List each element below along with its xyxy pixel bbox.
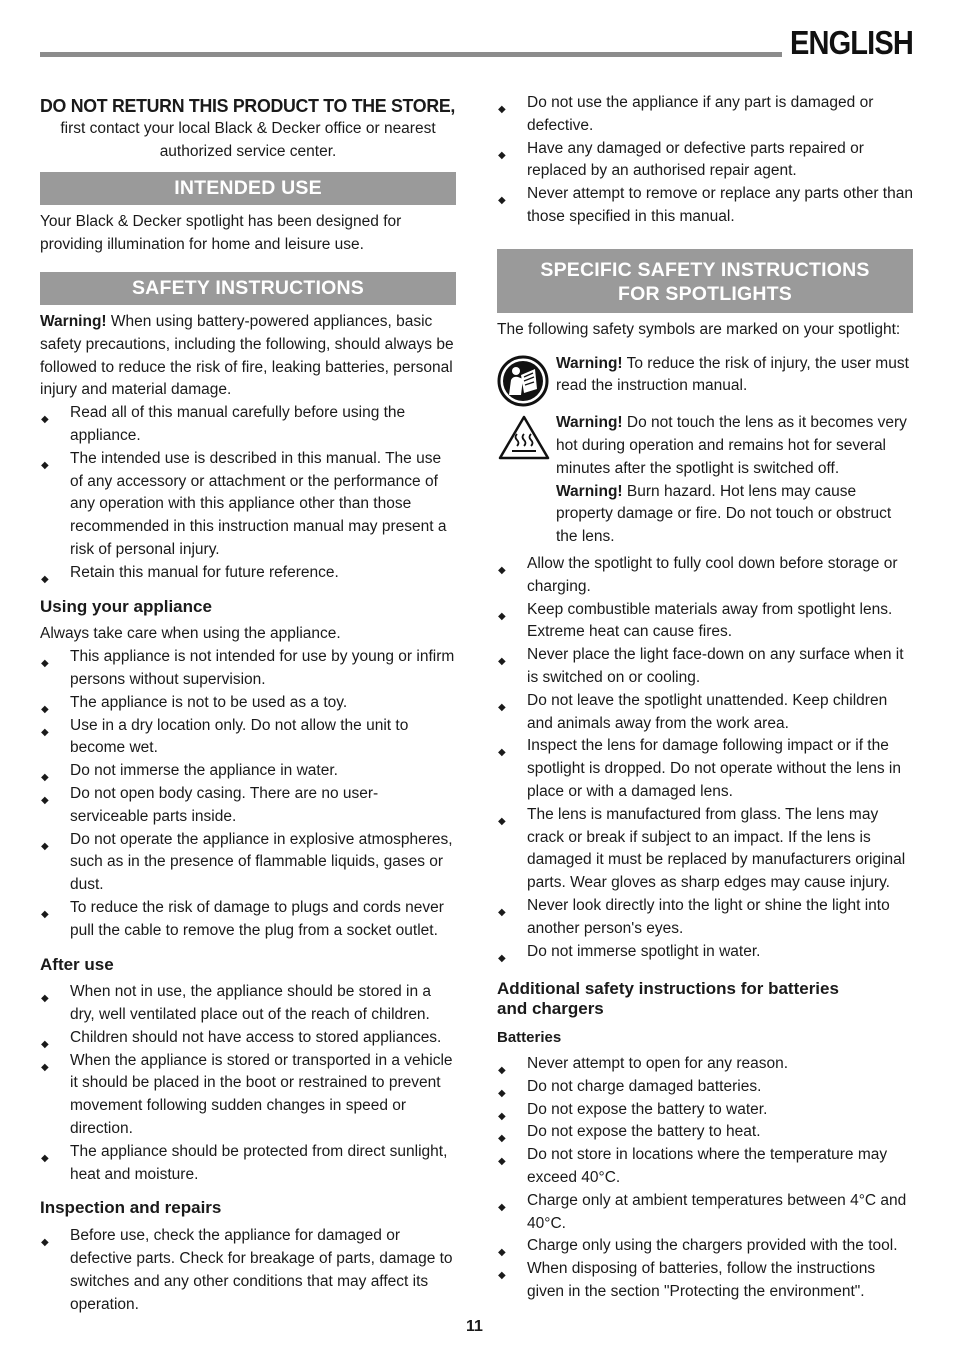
- list-item-text: Do not use the appliance if any part is damaged or defective.: [527, 94, 874, 134]
- diamond-bullet-icon: ◆: [498, 1110, 506, 1122]
- list-item-text: Do not operate the appliance in explosive atmospheres, such as in the presence of flammable liquids, gases or dust.: [70, 830, 453, 894]
- left-column: [40, 92, 456, 1316]
- symbol2-text: [556, 412, 913, 480]
- after-heading: After use: [40, 954, 114, 974]
- symbol1-text: [556, 353, 913, 399]
- diamond-bullet-icon: ◆: [41, 908, 49, 920]
- using-heading: Using your appliance: [40, 596, 212, 616]
- list-item: [497, 644, 913, 690]
- list-item-text: Do not leave the spotlight unattended. Keep children and animals away from the work area.: [527, 691, 888, 732]
- symbol1-body: To reduce the risk of injury, the user must read the instruction manual.: [556, 354, 909, 395]
- diamond-bullet-icon: ◆: [498, 104, 506, 115]
- list-item-text: Children should not have access to stored appliances.: [70, 1028, 442, 1046]
- symbol2-body: Do not touch the lens as it becomes very hot during operation and remains hot for several minutes after the spotlight is switched off.: [556, 414, 907, 477]
- diamond-bullet-icon: ◆: [498, 610, 506, 622]
- list-item: [497, 183, 913, 229]
- specific-heading: [497, 249, 913, 313]
- return-title: DO NOT RETURN THIS PRODUCT TO THE STORE,: [40, 95, 456, 116]
- list-item-text: Do not open body casing. There are no user-serviceable parts inside.: [70, 784, 379, 825]
- list-item: [497, 1258, 913, 1304]
- list-item: [497, 941, 913, 964]
- list-item: [497, 1144, 913, 1190]
- diamond-bullet-icon: ◆: [41, 459, 49, 471]
- diamond-bullet-icon: ◆: [41, 840, 49, 852]
- symbols-intro: The following safety symbols are marked on your spotlight:: [497, 320, 901, 338]
- hot-surface-icon: [497, 414, 551, 470]
- list-item-text: Use in a dry location only. Do not allow the unit to become wet.: [70, 716, 409, 757]
- intended-use-heading: INTENDED USE: [40, 172, 456, 205]
- diamond-bullet-icon: ◆: [41, 726, 49, 738]
- list-item: [497, 92, 913, 138]
- list-item: [40, 1050, 456, 1141]
- list-item: [497, 599, 913, 645]
- using-list: [40, 646, 456, 942]
- list-item-text: When the appliance is stored or transported in a vehicle it should be placed in the boot or restrained to prevent movement following sudden changes in speed or direction.: [70, 1051, 453, 1138]
- list-item-text: The intended use is described in this manual. The use of any accessory or attachment or the performance of any operation with this appliance other than those recommended in this instruction manual may present a risk of personal injury.: [70, 449, 447, 558]
- diamond-bullet-icon: ◆: [498, 656, 506, 668]
- list-item-text: Never attempt to remove or replace any parts other than those specified in this manual.: [527, 185, 913, 225]
- list-item: [40, 783, 456, 829]
- intended-use-text: Your Black & Decker spotlight has been designed for providing illumination for home and leisure use.: [40, 213, 402, 254]
- list-item: [40, 760, 456, 783]
- list-item: [40, 981, 456, 1027]
- read-manual-icon: [497, 355, 549, 415]
- diamond-bullet-icon: ◆: [498, 815, 506, 827]
- list-item-text: The appliance should be protected from direct sunlight, heat and moisture.: [70, 1142, 448, 1183]
- list-item: [40, 829, 456, 897]
- list-item: [40, 448, 456, 562]
- diamond-bullet-icon: ◆: [41, 1038, 49, 1050]
- list-item-text: Retain this manual for future reference.: [70, 563, 339, 581]
- symbol-manual-row: [497, 353, 913, 399]
- diamond-bullet-icon: ◆: [498, 701, 506, 713]
- list-item: [497, 690, 913, 736]
- language-title: ENGLISH: [790, 24, 913, 61]
- list-item: [40, 646, 456, 692]
- diamond-bullet-icon: ◆: [41, 573, 49, 585]
- diamond-bullet-icon: ◆: [41, 658, 49, 670]
- right-column: [497, 92, 913, 1304]
- diamond-bullet-icon: ◆: [41, 1061, 49, 1073]
- symbol1-label: Warning!: [556, 354, 623, 372]
- list-item-text: Charge only using the chargers provided with the tool.: [527, 1237, 898, 1255]
- list-item: [497, 895, 913, 941]
- list-item-text: Inspect the lens for damage following impact or if the spotlight is dropped. Do not operate without the lens in place or with a damaged lens.: [527, 737, 901, 800]
- list-item: [40, 402, 456, 448]
- list-item-text: Charge only at ambient temperatures between 4°C and 40°C.: [527, 1191, 907, 1232]
- safety-heading: SAFETY INSTRUCTIONS: [40, 272, 456, 305]
- after-list: [40, 981, 456, 1186]
- list-item-text: Before use, check the appliance for damaged or defective parts. Check for breakage of parts, damage to switches and any other conditions that may affect its operation.: [70, 1227, 453, 1313]
- list-item-text: This appliance is not intended for use by young or infirm persons without supervision.: [70, 648, 455, 688]
- list-item-text: Allow the spotlight to fully cool down before storage or charging.: [527, 554, 898, 595]
- diamond-bullet-icon: ◆: [498, 195, 506, 207]
- list-item: [40, 1225, 456, 1316]
- list-item: [497, 804, 913, 895]
- safety-list: [40, 402, 456, 584]
- symbol3-text: [556, 481, 913, 549]
- list-item: [40, 1027, 456, 1050]
- diamond-bullet-icon: ◆: [498, 1065, 506, 1077]
- list-item-text: Never look directly into the light or shine the light into another person's eyes.: [527, 896, 890, 937]
- specific-heading-line2: FOR SPOTLIGHTS: [618, 282, 792, 305]
- list-item-text: Do not expose the battery to heat.: [527, 1123, 761, 1141]
- diamond-bullet-icon: ◆: [498, 906, 506, 918]
- list-item-text: Do not charge damaged batteries.: [527, 1077, 762, 1095]
- list-item-text: Do not expose the battery to water.: [527, 1100, 768, 1118]
- list-item-text: The lens is manufactured from glass. The lens may crack or break if subject to an impact. If the lens is damaged it must be replaced by manufacturers original parts. Wear gloves as sharp edges may cause injury.: [527, 805, 906, 892]
- header-rule: [40, 52, 782, 57]
- symbol3-body: Burn hazard. Hot lens may cause property damage or fire. Do not touch or obstruct the lens.: [556, 482, 892, 546]
- diamond-bullet-icon: ◆: [41, 1237, 49, 1249]
- return-text: first contact your local Black & Decker office or nearest authorized service center.: [60, 119, 436, 160]
- list-item: [497, 1099, 913, 1122]
- diamond-bullet-icon: ◆: [41, 993, 49, 1005]
- list-item: [497, 1053, 913, 1076]
- diamond-bullet-icon: ◆: [498, 1156, 506, 1168]
- symbol2-label: Warning!: [556, 414, 623, 432]
- list-item-text: When not in use, the appliance should be stored in a dry, well ventilated place out of the reach of children.: [70, 983, 432, 1024]
- spotlight-list: [497, 553, 913, 963]
- diamond-bullet-icon: ◆: [498, 564, 506, 576]
- list-item-text: The appliance is not to be used as a toy.: [70, 693, 348, 711]
- top-list: [497, 92, 913, 229]
- symbol-hot-row: [497, 412, 913, 549]
- battery-list: [497, 1053, 913, 1304]
- diamond-bullet-icon: ◆: [498, 747, 506, 759]
- list-item: [40, 562, 456, 585]
- list-item-text: Never attempt to open for any reason.: [527, 1055, 789, 1073]
- list-item-text: Do not store in locations where the temperature may exceed 40°C.: [527, 1146, 888, 1187]
- list-item-text: Do not immerse spotlight in water.: [527, 942, 761, 960]
- batteries-heading: Batteries: [497, 1029, 562, 1047]
- specific-heading-line1: SPECIFIC SAFETY INSTRUCTIONS: [540, 258, 870, 281]
- list-item: [40, 715, 456, 761]
- list-item: [40, 897, 456, 943]
- list-item-text: Do not immerse the appliance in water.: [70, 762, 338, 780]
- list-item-text: Read all of this manual carefully before using the appliance.: [70, 404, 406, 444]
- symbol3-label: Warning!: [556, 482, 623, 500]
- list-item: [40, 692, 456, 715]
- list-item: [497, 553, 913, 599]
- list-item: [497, 1235, 913, 1258]
- list-item: [497, 735, 913, 803]
- diamond-bullet-icon: ◆: [498, 1133, 506, 1145]
- additional-heading: Additional safety instructions for batteries and chargers: [497, 979, 839, 1019]
- diamond-bullet-icon: ◆: [498, 1087, 506, 1099]
- diamond-bullet-icon: ◆: [498, 1247, 506, 1259]
- diamond-bullet-icon: ◆: [41, 794, 49, 806]
- diamond-bullet-icon: ◆: [41, 703, 49, 715]
- list-item: [497, 1121, 913, 1144]
- page-number: 11: [466, 1318, 483, 1335]
- warning-text: When using battery-powered appliances, basic safety precautions, including the following, should always be followed to reduce the risk of fire, leaking batteries, personal injury and material damage.: [40, 312, 454, 399]
- using-intro: Always take care when using the appliance.: [40, 625, 341, 643]
- diamond-bullet-icon: ◆: [498, 149, 506, 161]
- list-item-text: Never place the light face-down on any surface when it is switched on or cooling.: [527, 646, 904, 686]
- warning-label: Warning!: [40, 312, 107, 330]
- diamond-bullet-icon: ◆: [41, 772, 49, 784]
- diamond-bullet-icon: ◆: [498, 952, 506, 964]
- inspection-heading: Inspection and repairs: [40, 1198, 222, 1218]
- diamond-bullet-icon: ◆: [498, 1201, 506, 1213]
- list-item: [497, 1076, 913, 1099]
- list-item-text: To reduce the risk of damage to plugs and cords never pull the cable to remove the plug from a socket outlet.: [70, 898, 444, 939]
- list-item: [497, 138, 913, 184]
- list-item-text: Keep combustible materials away from spotlight lens. Extreme heat can cause fires.: [527, 600, 893, 641]
- diamond-bullet-icon: ◆: [41, 1152, 49, 1164]
- list-item-text: When disposing of batteries, follow the instructions given in the section "Protecting the environment".: [527, 1260, 876, 1301]
- list-item: [40, 1141, 456, 1187]
- diamond-bullet-icon: ◆: [498, 1270, 506, 1282]
- safety-warning: [40, 311, 456, 402]
- list-item-text: Have any damaged or defective parts repaired or replaced by an authorised repair agent.: [527, 139, 864, 180]
- diamond-bullet-icon: ◆: [41, 414, 49, 426]
- inspection-list: [40, 1225, 456, 1316]
- list-item: [497, 1190, 913, 1236]
